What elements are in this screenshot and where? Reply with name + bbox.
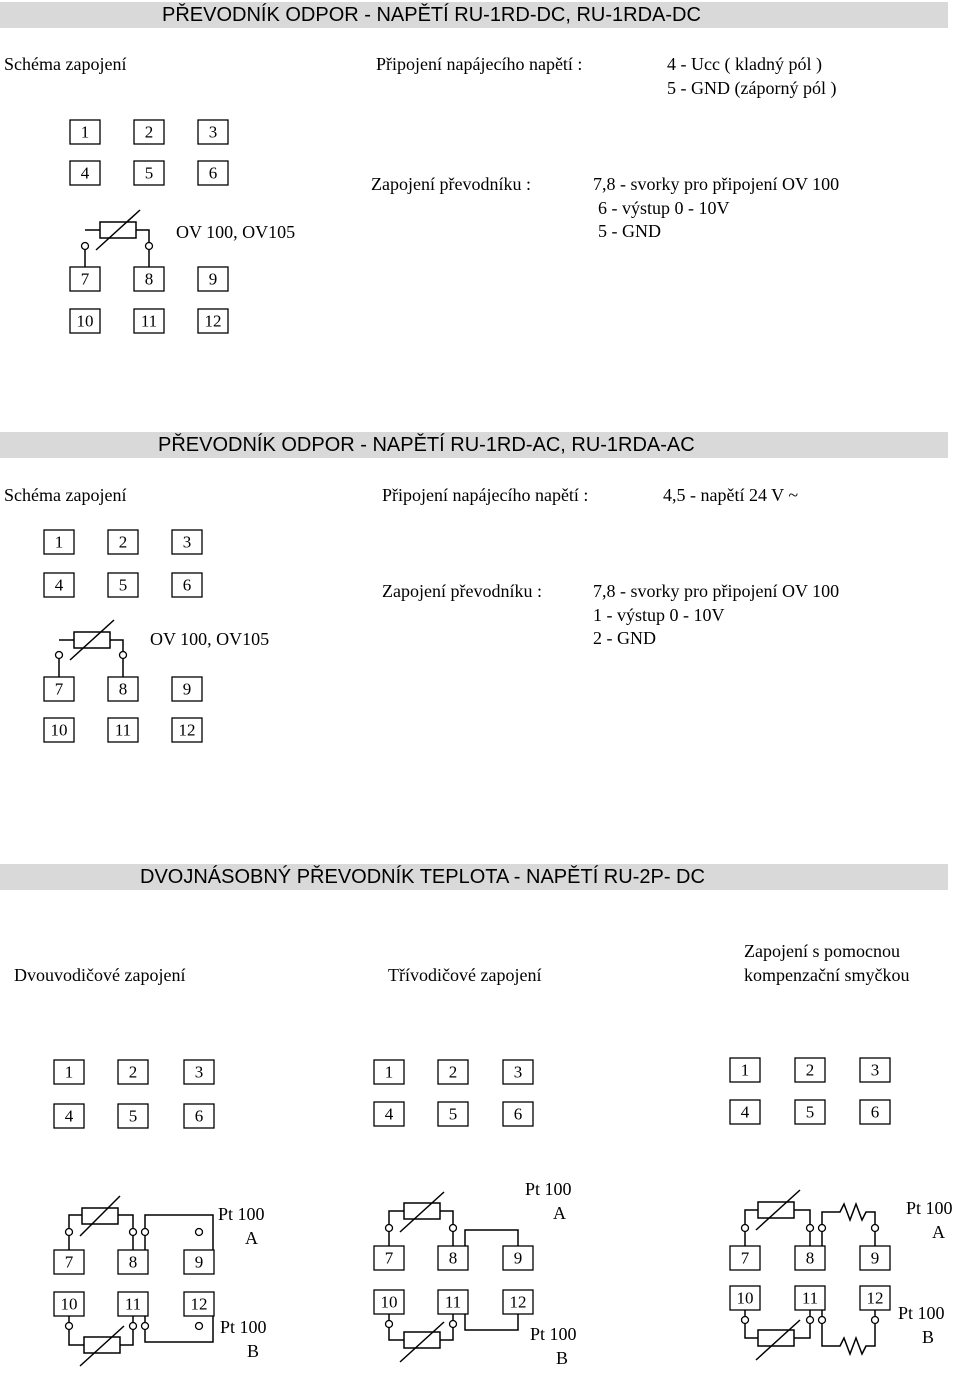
section2-wiring-line-3: 2 - GND — [593, 628, 656, 648]
s1-terminal-3-label: 3 — [208, 122, 218, 142]
c1-a-node-4 — [196, 1229, 203, 1236]
s1-terminal-7-label: 7 — [80, 269, 90, 289]
s2-terminal-2-label: 2 — [118, 532, 128, 552]
section1-title: PŘEVODNÍK ODPOR - NAPĚTÍ RU-1RD-DC, RU-1RDA-DC — [162, 4, 701, 26]
c2-sensor-b-circuit — [386, 1314, 519, 1362]
s2-terminal-10-label: 10 — [50, 720, 68, 740]
c2-terminal-3-label: 3 — [513, 1062, 523, 1082]
col2-terminal-block — [374, 1060, 533, 1314]
s1-terminal-4-label: 4 — [80, 163, 90, 183]
c1-terminal-2-label: 2 — [128, 1062, 138, 1082]
c3-terminal-8-label: 8 — [805, 1248, 815, 1268]
c3-a-node-3 — [819, 1225, 826, 1232]
section2-wiring-label: Zapojení převodníku : — [382, 581, 542, 601]
c1-b-node-1 — [66, 1323, 73, 1330]
c2-terminal-9-label: 9 — [513, 1248, 523, 1268]
c1-terminal-9-label: 9 — [194, 1252, 204, 1272]
c3-terminal-1-label: 1 — [740, 1060, 750, 1080]
c1-terminal-6-label: 6 — [194, 1106, 204, 1126]
c1-sensor-b-arrow — [80, 1326, 124, 1366]
c1-terminal-11-label: 11 — [124, 1294, 142, 1314]
section3-col1-label: Dvouvodičové zapojení — [14, 965, 186, 985]
c1-a-node-3 — [142, 1229, 149, 1236]
c1-terminal-8-label: 8 — [128, 1252, 138, 1272]
s1-terminal-12-label: 12 — [204, 311, 222, 331]
c2-terminal-8-label: 8 — [448, 1248, 458, 1268]
col1-terminal-block — [54, 1060, 214, 1316]
section2-sensor-label: OV 100, OV105 — [150, 629, 270, 649]
section1-power-line-2: 5 - GND (záporný pól ) — [667, 78, 837, 98]
c2-terminal-11-label: 11 — [444, 1292, 462, 1312]
section3-col2-label: Třívodičové zapojení — [388, 965, 542, 985]
c3-terminal-7-label: 7 — [740, 1248, 750, 1268]
c3-terminal-12-label: 12 — [866, 1288, 884, 1308]
s1-terminal-5-label: 5 — [144, 163, 154, 183]
section1-wiring-line-1: 7,8 - svorky pro připojení OV 100 — [593, 174, 840, 194]
col1-sensor-a-line-1: Pt 100 — [218, 1204, 265, 1224]
section1-power-line-1: 4 - Ucc ( kladný pól ) — [667, 54, 822, 74]
c1-b-node-3 — [142, 1323, 149, 1330]
col3-sensor-a-line-2: A — [932, 1222, 945, 1242]
c3-a-node-1 — [742, 1225, 749, 1232]
c2-sensor-b-arrow — [400, 1322, 444, 1362]
s2-terminal-11-label: 11 — [114, 720, 132, 740]
c3-a-node-2 — [807, 1225, 814, 1232]
c2-terminal-7-label: 7 — [384, 1248, 394, 1268]
section3-title: DVOJNÁSOBNÝ PŘEVODNÍK TEPLOTA - NAPĚTÍ RU-2P- DC — [140, 866, 705, 888]
section2-power-label: Připojení napájecího napětí : — [382, 485, 589, 505]
s2-terminal-12-label: 12 — [178, 720, 196, 740]
col3-sensor-a-line-1: Pt 100 — [906, 1198, 953, 1218]
s1-terminal-6-label: 6 — [208, 163, 218, 183]
c3-b-node-4 — [872, 1317, 879, 1324]
col3-terminal-block — [730, 1058, 890, 1310]
c1-terminal-7-label: 7 — [64, 1252, 74, 1272]
section1-wiring-line-2: 6 - výstup 0 - 10V — [598, 198, 730, 218]
c2-b-node-1 — [386, 1321, 393, 1328]
c3-sensor-b-circuit — [742, 1310, 879, 1360]
col2-sensor-a-line-2: A — [553, 1203, 566, 1223]
s1-terminal-8-label: 8 — [144, 269, 154, 289]
col2-sensor-b-line-1: Pt 100 — [530, 1324, 577, 1344]
c3-sensor-b-resistor — [758, 1330, 794, 1346]
s2-terminal-5-label: 5 — [118, 575, 128, 595]
c3-b-node-1 — [742, 1317, 749, 1324]
c3-terminal-11-label: 11 — [801, 1288, 819, 1308]
c2-sensor-b-resistor — [404, 1332, 440, 1348]
c3-b-node-3 — [819, 1317, 826, 1324]
c1-a-node-1 — [66, 1229, 73, 1236]
c1-a-node-2 — [130, 1229, 137, 1236]
section1-power-label: Připojení napájecího napětí : — [376, 54, 583, 74]
section2-wiring-line-2: 1 - výstup 0 - 10V — [593, 605, 725, 625]
c2-sensor-a-circuit — [386, 1192, 519, 1246]
c3-terminal-9-label: 9 — [870, 1248, 880, 1268]
c3-terminal-3-label: 3 — [870, 1060, 880, 1080]
c3-terminal-4-label: 4 — [740, 1102, 750, 1122]
section3-col3-label-line-1: Zapojení s pomocnou — [744, 941, 900, 961]
c1-terminal-5-label: 5 — [128, 1106, 138, 1126]
s2-terminal-8-label: 8 — [118, 679, 128, 699]
section3-col3-label-line-2: kompenzační smyčkou — [744, 965, 910, 985]
section2-power-value: 4,5 - napětí 24 V ~ — [663, 485, 799, 505]
c1-terminal-3-label: 3 — [194, 1062, 204, 1082]
c2-sensor-a-arrow — [400, 1192, 444, 1232]
section2-title: PŘEVODNÍK ODPOR - NAPĚTÍ RU-1RD-AC, RU-1RDA-AC — [158, 434, 695, 456]
col1-sensor-a-line-2: A — [245, 1228, 258, 1248]
s2-terminal-6-label: 6 — [182, 575, 192, 595]
c1-terminal-4-label: 4 — [64, 1106, 74, 1126]
c3-terminal-10-label: 10 — [736, 1288, 754, 1308]
c3-terminal-5-label: 5 — [805, 1102, 815, 1122]
s2-terminal-1-label: 1 — [54, 532, 64, 552]
s2-terminal-9-label: 9 — [182, 679, 192, 699]
col2-sensor-b-line-2: B — [556, 1348, 569, 1368]
c1-terminal-1-label: 1 — [64, 1062, 74, 1082]
s1-terminal-2-label: 2 — [144, 122, 154, 142]
section1-schema-label: Schéma zapojení — [4, 54, 127, 74]
c1-terminal-10-label: 10 — [60, 1294, 78, 1314]
section2-schema-label: Schéma zapojení — [4, 485, 127, 505]
s1-terminal-9-label: 9 — [208, 269, 218, 289]
c2-a-node-2 — [450, 1225, 457, 1232]
c2-terminal-10-label: 10 — [380, 1292, 398, 1312]
c3-a-node-4 — [872, 1225, 879, 1232]
s2-terminal-3-label: 3 — [182, 532, 192, 552]
c2-b-node-2 — [450, 1321, 457, 1328]
c2-a-node-1 — [386, 1225, 393, 1232]
c2-terminal-5-label: 5 — [448, 1104, 458, 1124]
c3-terminal-6-label: 6 — [870, 1102, 880, 1122]
section1-sensor-label: OV 100, OV105 — [176, 222, 296, 242]
section1-wiring-line-3: 5 - GND — [598, 221, 661, 241]
s2-terminal-4-label: 4 — [54, 575, 64, 595]
c1-sensor-a-arrow — [80, 1196, 120, 1236]
s1-terminal-1-label: 1 — [80, 122, 90, 142]
c1-sensor-b-circuit — [66, 1316, 214, 1366]
c2-terminal-1-label: 1 — [384, 1062, 394, 1082]
col3-sensor-b-line-1: Pt 100 — [898, 1303, 945, 1323]
section2-wiring-line-1: 7,8 - svorky pro připojení OV 100 — [593, 581, 840, 601]
c2-terminal-6-label: 6 — [513, 1104, 523, 1124]
col1-sensor-b-line-2: B — [247, 1341, 260, 1361]
col1-sensor-b-line-1: Pt 100 — [220, 1317, 267, 1337]
c3-b-node-2 — [807, 1317, 814, 1324]
s2-terminal-7-label: 7 — [54, 679, 64, 699]
section1-wiring-label: Zapojení převodníku : — [371, 174, 531, 194]
s1-terminal-10-label: 10 — [76, 311, 94, 331]
c2-terminal-12-label: 12 — [509, 1292, 527, 1312]
c1-terminal-12-label: 12 — [190, 1294, 208, 1314]
c3-sensor-a-circuit — [742, 1190, 879, 1246]
col2-sensor-a-line-1: Pt 100 — [525, 1179, 572, 1199]
c1-b-node-2 — [130, 1323, 137, 1330]
s1-terminal-11-label: 11 — [140, 311, 158, 331]
c3-sensor-a-resistor — [758, 1202, 794, 1218]
c2-terminal-4-label: 4 — [384, 1104, 394, 1124]
c1-b-node-4 — [196, 1323, 203, 1330]
c3-terminal-2-label: 2 — [805, 1060, 815, 1080]
c2-terminal-2-label: 2 — [448, 1062, 458, 1082]
c1-sensor-a-circuit — [66, 1196, 214, 1250]
col3-sensor-b-line-2: B — [922, 1327, 935, 1347]
